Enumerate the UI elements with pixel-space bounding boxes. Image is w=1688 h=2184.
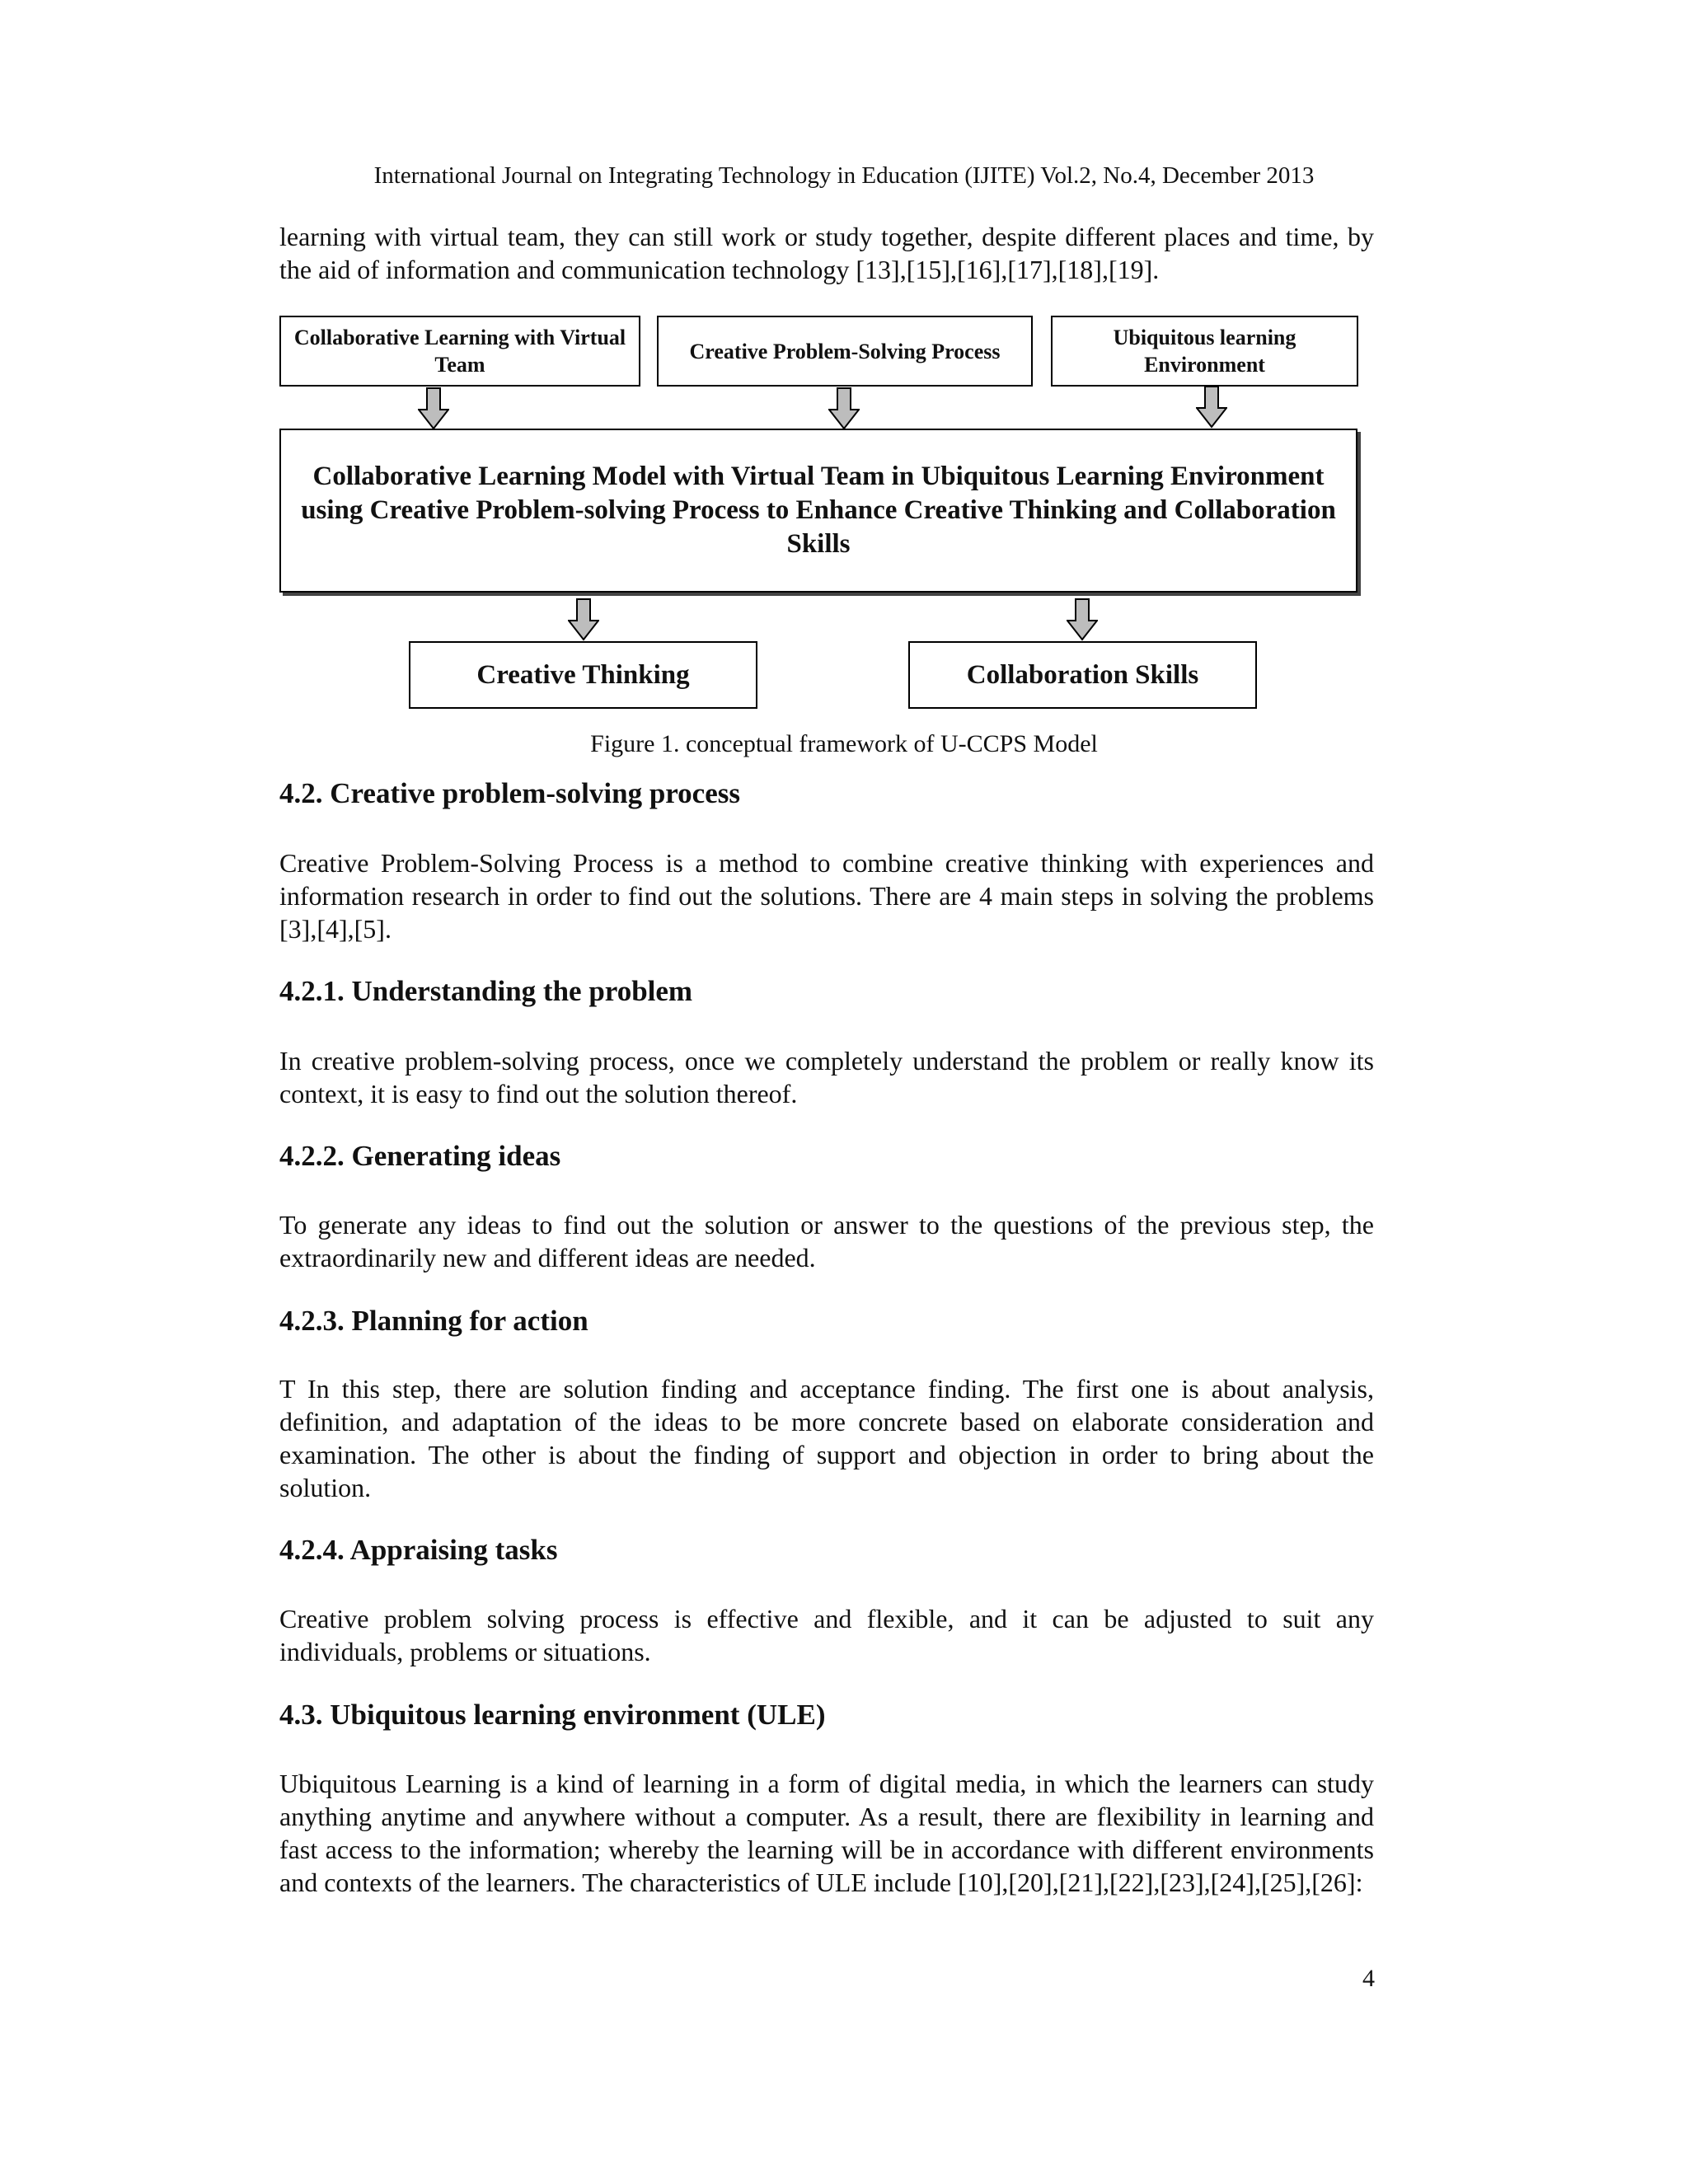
figure-caption: Figure 1. conceptual framework of U-CCPS Model <box>590 730 1098 757</box>
input-box-creative-problem-solving: Creative Problem-Solving Process <box>657 316 1033 387</box>
section-paragraph: Creative Problem-Solving Process is a method to combine creative thinking with experiences and information research in order to find out the solutions. There are 4 main steps in solving the problems [3],[4],[5]. <box>279 848 1374 944</box>
section-paragraph: To generate any ideas to find out the solution or answer to the questions of the previous step, the extraordinarily new and different ideas are needed. <box>279 1210 1374 1272</box>
section-heading: 4.2.1. Understanding the problem <box>279 975 693 1007</box>
down-arrow-icon <box>1196 386 1227 429</box>
input-box-ubiquitous-learning: Ubiquitous learning Environment <box>1051 316 1358 387</box>
section-heading: 4.2. Creative problem-solving process <box>279 777 740 809</box>
input-box-collaborative-learning: Collaborative Learning with Virtual Team <box>279 316 640 387</box>
section-paragraph: Creative problem solving process is effective and flexible, and it can be adjusted to suit any individuals, problems or situations. <box>279 1604 1374 1666</box>
output-box-creative-thinking: Creative Thinking <box>409 641 757 709</box>
down-arrow-icon <box>1067 598 1098 641</box>
section-paragraph: T In this step, there are solution finding and acceptance finding. The first one is about analysis, definition, and adaptation of the ideas to be more concrete based on elaborate consideration and examination. The other is about the finding of support and objection in order to bring about the solution. <box>279 1374 1374 1502</box>
section-heading: 4.2.3. Planning for action <box>279 1305 588 1337</box>
intro-paragraph: learning with virtual team, they can still work or study together, despite different places and time, by the aid of information and communication technology [13],[15],[16],[17],[18],[19]. <box>279 222 1374 284</box>
page-number: 4 <box>1362 1965 1375 1992</box>
journal-header: International Journal on Integrating Technology in Education (IJITE) Vol.2, No.4, December 2013 <box>373 162 1315 189</box>
central-model-box: Collaborative Learning Model with Virtual Team in Ubiquitous Learning Environment using Creative Problem-solving Process to Enhance Creative Thinking and Collaboration Skills <box>279 429 1357 593</box>
section-paragraph: Ubiquitous Learning is a kind of learning in a form of digital media, in which the learners can study anything anytime and anywhere without a computer. As a result, there are flexibility in learning and fast access to the information; whereby the learning will be in accordance with different environments and contexts of the learners. The characteristics of ULE include [10],[20],[21],[22],[23],[24],[25],[26]: <box>279 1769 1374 1897</box>
output-box-collaboration-skills: Collaboration Skills <box>908 641 1257 709</box>
section-heading: 4.2.4. Appraising tasks <box>279 1534 558 1566</box>
section-paragraph: In creative problem-solving process, once we completely understand the problem or really know its context, it is easy to find out the solution thereof. <box>279 1046 1374 1108</box>
down-arrow-icon <box>418 387 449 430</box>
down-arrow-icon <box>828 387 860 430</box>
down-arrow-icon <box>568 598 599 641</box>
section-heading: 4.2.2. Generating ideas <box>279 1140 561 1172</box>
section-heading: 4.3. Ubiquitous learning environment (ULE) <box>279 1699 826 1731</box>
